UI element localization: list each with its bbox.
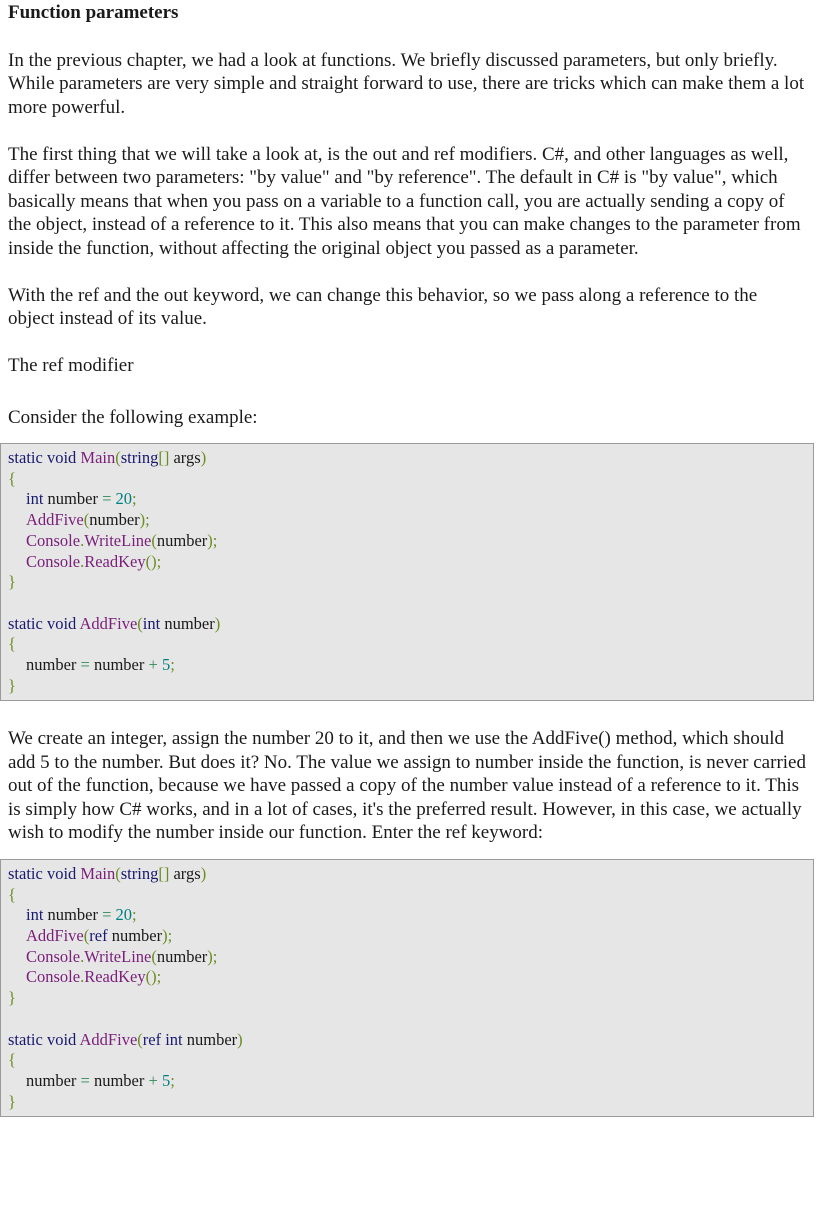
code-line: { xyxy=(8,1050,16,1070)
code-line: } xyxy=(8,675,16,695)
paragraph-consider: Consider the following example: xyxy=(8,406,258,428)
code-line: AddFive(ref number); xyxy=(26,926,173,946)
code-line: { xyxy=(8,468,16,488)
code-line: number = number + 5; xyxy=(26,1070,175,1090)
code-line: } xyxy=(8,988,16,1008)
code-line: Console.WriteLine(number); xyxy=(26,946,218,966)
paragraph-ref-out: With the ref and the out keyword, we can change this behavior, so we pass along a reference to the object instead of its value. xyxy=(8,284,758,329)
code-line: static void Main(string[] args) xyxy=(8,863,207,883)
code-line: number = number + 5; xyxy=(26,655,175,675)
document-page xyxy=(0,1,816,1117)
code-block-by-ref xyxy=(0,859,814,1117)
page-title: Function parameters xyxy=(8,2,179,23)
code-line: static void AddFive(ref int number) xyxy=(8,1029,243,1049)
code-line: int number = 20; xyxy=(26,905,137,925)
code-line: AddFive(number); xyxy=(26,510,150,530)
code-line: Console.ReadKey(); xyxy=(26,551,162,571)
paragraph-by-value: The first thing that we will take a look at, is the out and ref modifiers. C#, and other languages as well, differ between two parameters: "by value" and "by reference". The default in C# is "by value", which basically means that when you pass on a variable to a function call, you are actually sending a copy of the object, instead of a reference to it. This also means that you can make changes to the parameter from inside the function, without affecting the original object you passed as a parameter. xyxy=(8,143,801,259)
paragraph-intro: In the previous chapter, we had a look at functions. We briefly discussed parameters, but only briefly. While parameters are very simple and straight forward to use, there are tricks which can make them a lot more powerful. xyxy=(8,49,805,118)
code-line: static void Main(string[] args) xyxy=(8,448,207,467)
code-line: { xyxy=(8,634,16,654)
code-line xyxy=(8,1009,813,1030)
code-line: Console.ReadKey(); xyxy=(26,967,162,987)
code-line: } xyxy=(8,572,16,592)
code-line: int number = 20; xyxy=(26,489,137,509)
code-line xyxy=(8,593,813,614)
code-line: } xyxy=(8,1091,16,1111)
code-line: { xyxy=(8,884,16,904)
code-block-by-value xyxy=(0,443,814,701)
code-line: Console.WriteLine(number); xyxy=(26,530,218,550)
code-line: static void AddFive(int number) xyxy=(8,613,221,633)
subheading-ref-modifier: The ref modifier xyxy=(8,355,134,376)
paragraph-explanation: We create an integer, assign the number 20 to it, and then we use the AddFive() method, which should add 5 to the number. But does it? No. The value we assign to number inside the function, is never carried out of the function, because we have passed a copy of the number value instead of a reference to it. This is simply how C# works, and in a lot of cases, it's the preferred result. However, in this case, we actually wish to modify the number inside our function. Enter the ref keyword: xyxy=(8,728,806,844)
